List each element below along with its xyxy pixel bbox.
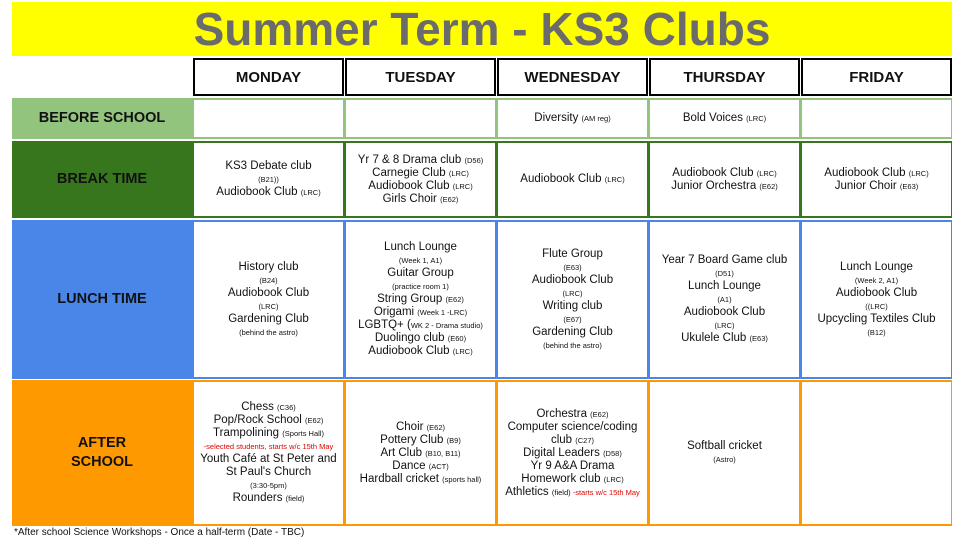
club-entry	[563, 313, 581, 326]
club-entry	[865, 300, 888, 313]
club-entry	[241, 401, 296, 414]
lunch-time-wednesday-cell	[498, 222, 647, 377]
club-entry	[523, 447, 622, 460]
club-entry	[501, 421, 644, 447]
club-name: Audiobook Club	[683, 306, 766, 318]
club-entry	[228, 313, 309, 326]
club-detail: (LRC)	[452, 347, 473, 356]
club-detail: (E62)	[445, 295, 464, 304]
before-school-monday-cell	[194, 100, 343, 137]
club-detail: (C36)	[277, 403, 296, 412]
club-name: Writing club	[542, 299, 603, 312]
club-entry	[840, 261, 913, 274]
club-detail: (LRC)	[452, 181, 473, 191]
day-header-friday: FRIDAY	[801, 58, 952, 96]
club-entry	[392, 460, 448, 473]
club-name: Art Club	[380, 446, 426, 459]
club-name: Trampolining	[213, 427, 283, 439]
break-time-wednesday-cell	[498, 143, 647, 216]
day-header-wednesday: WEDNESDAY	[497, 58, 648, 96]
club-detail: WK 2 - Drama studio)	[410, 321, 483, 330]
club-detail: (LRC)	[746, 114, 767, 123]
club-name: Dance	[392, 459, 429, 472]
club-name: Orchestra	[536, 407, 591, 420]
club-entry	[505, 486, 640, 499]
club-entry	[228, 287, 309, 300]
after-school-tuesday-cell	[346, 382, 495, 524]
club-name: Audiobook Club	[520, 173, 605, 185]
club-detail: (LRC)	[300, 188, 321, 197]
before-school-friday-cell	[802, 100, 951, 137]
club-detail: (Week 1, A1)	[398, 256, 443, 265]
club-detail: (Week 1 -LRC)	[417, 308, 468, 317]
after-school-thursday-cell	[650, 382, 799, 524]
club-entry	[563, 261, 581, 274]
lunch-time-label: LUNCH TIME	[57, 291, 147, 307]
club-name: Origami	[373, 306, 418, 318]
club-name: Youth Café at St Peter and St Paul's Church	[200, 453, 337, 478]
club-entry	[835, 180, 919, 193]
club-name: String Group	[377, 293, 446, 305]
club-entry	[531, 460, 615, 473]
club-entry	[358, 154, 484, 167]
club-entry	[387, 267, 453, 280]
club-entry	[259, 300, 279, 313]
club-detail: (E62)	[759, 181, 778, 191]
club-entry	[543, 339, 602, 352]
club-name: Yr 7 & 8 Drama club	[357, 153, 465, 166]
club-detail: (LRC)	[258, 301, 279, 311]
club-name: Hardball cricket	[359, 472, 443, 485]
club-name: Athletics	[505, 485, 552, 498]
club-entry	[532, 274, 613, 287]
club-entry	[672, 167, 776, 180]
club-detail: (Week 2, A1)	[854, 275, 899, 285]
club-name: Audiobook Club	[368, 179, 453, 192]
club-entry	[375, 332, 466, 345]
club-entry	[214, 414, 324, 427]
club-name: Upcycling Textiles Club	[817, 312, 936, 325]
after-school-friday-cell	[802, 382, 951, 524]
club-name: Junior Orchestra	[671, 179, 760, 192]
club-entry	[715, 267, 734, 280]
club-detail: (LRC)	[604, 175, 625, 184]
break-time-thursday-cell	[650, 143, 799, 216]
club-name: Girls Choir	[382, 192, 441, 205]
club-name: Guitar Group	[387, 267, 454, 279]
club-detail: (D58)	[603, 448, 622, 458]
club-name: Ukulele Club	[681, 332, 750, 344]
day-header-tuesday: TUESDAY	[345, 58, 496, 96]
club-entry	[233, 492, 305, 505]
club-entry	[563, 287, 583, 300]
club-name: Bold Voices	[682, 112, 747, 124]
day-header-monday: MONDAY	[193, 58, 344, 96]
club-detail: (field)	[551, 487, 573, 497]
club-entry	[684, 306, 765, 319]
club-name: KS3 Debate club	[225, 160, 312, 172]
club-entry	[197, 453, 340, 479]
lunch-time-friday-cell	[802, 222, 951, 377]
club-detail: (E62)	[305, 416, 324, 425]
club-entry	[681, 332, 768, 345]
club-entry	[383, 193, 459, 206]
before-school-tuesday-cell	[346, 100, 495, 137]
club-detail: (LRC)	[562, 288, 583, 298]
club-detail: (B12)	[867, 327, 886, 337]
club-entry	[521, 473, 623, 486]
club-detail: (D51)	[715, 269, 734, 278]
club-entry	[216, 186, 320, 199]
club-name: Digital Leaders	[523, 446, 604, 459]
club-detail: (3:30-5pm)	[250, 481, 287, 490]
day-header-thursday: THURSDAY	[649, 58, 800, 96]
club-detail: -starts w/c 15th May	[572, 487, 640, 497]
club-entry	[380, 434, 461, 447]
club-entry	[683, 112, 766, 125]
club-detail: (Astro)	[713, 455, 736, 464]
club-entry	[238, 261, 298, 274]
club-entry	[532, 326, 613, 339]
club-detail: (ACT)	[428, 461, 449, 471]
club-name: Choir	[395, 420, 427, 433]
club-detail: (A1)	[717, 295, 732, 304]
club-name: Pottery Club	[380, 433, 447, 446]
club-name: Softball cricket	[687, 440, 762, 452]
club-name: Junior Choir	[834, 179, 900, 192]
club-entry	[671, 180, 778, 193]
page-title: Summer Term - KS3 Clubs	[12, 2, 952, 56]
break-time-friday-cell	[802, 143, 951, 216]
club-entry	[396, 421, 445, 434]
club-name: Lunch Lounge	[840, 260, 913, 273]
club-entry	[380, 447, 460, 460]
club-detail: (LRC)	[448, 168, 469, 178]
club-entry	[372, 167, 469, 180]
club-name: Audiobook Club	[835, 286, 918, 299]
club-entry	[259, 274, 277, 287]
club-detail: (D56)	[464, 155, 484, 165]
club-entry	[368, 180, 472, 193]
club-entry	[536, 408, 608, 421]
after-school-monday-cell	[194, 382, 343, 524]
club-name: Pop/Rock School	[213, 414, 306, 426]
club-name: Audiobook Club	[531, 273, 614, 286]
footnote: *After school Science Workshops - Once a half-term (Date - TBC)	[14, 527, 305, 538]
club-entry	[399, 254, 442, 267]
club-detail: (field)	[285, 494, 305, 503]
club-entry	[855, 274, 898, 287]
club-entry	[358, 319, 483, 332]
club-detail: (B10, B11)	[425, 448, 461, 458]
club-detail: -selected students, starts w/c 15th May	[203, 442, 334, 451]
club-name: Homework club	[521, 472, 604, 485]
club-entry	[258, 173, 279, 186]
club-detail: (E62)	[590, 409, 609, 419]
lunch-time-tuesday-cell	[346, 222, 495, 377]
club-name: Flute Group	[542, 247, 603, 260]
before-school-wednesday-cell	[498, 100, 647, 137]
club-entry	[250, 479, 287, 492]
club-name: Rounders	[232, 492, 286, 504]
club-name: Gardening Club	[228, 312, 309, 325]
club-detail: (AM reg)	[581, 114, 611, 123]
club-detail: (practice room 1)	[392, 282, 449, 291]
club-name: Computer science/coding club	[507, 420, 638, 446]
club-entry	[360, 473, 482, 486]
club-name: Audiobook Club	[227, 286, 310, 299]
before-school-thursday-cell	[650, 100, 799, 137]
club-detail: (LRC)	[603, 474, 624, 484]
club-entry	[836, 287, 917, 300]
club-entry	[225, 160, 311, 173]
break-time-tuesday-cell	[346, 143, 495, 216]
club-entry	[715, 319, 735, 332]
club-name: Duolingo club	[374, 332, 448, 344]
club-entry	[213, 427, 324, 440]
club-name: Audiobook Club	[672, 166, 757, 179]
club-entry	[374, 306, 467, 319]
club-detail: ((LRC)	[865, 301, 888, 311]
club-name: Carnegie Club	[372, 166, 449, 179]
club-name: Lunch Lounge	[384, 241, 457, 253]
club-entry	[520, 173, 624, 186]
club-detail: (E63)	[563, 262, 582, 272]
club-detail: (behind the astro)	[239, 327, 298, 337]
club-detail: (sports hall)	[442, 474, 482, 484]
club-detail: (LRC)	[756, 168, 777, 178]
club-detail: (E60)	[447, 334, 467, 343]
club-name: Audiobook Club	[368, 345, 453, 357]
club-name: History club	[238, 260, 299, 273]
club-entry	[824, 167, 928, 180]
club-name: Year 7 Board Game club	[661, 254, 788, 266]
lunch-time-thursday-cell	[650, 222, 799, 377]
break-time-label: BREAK TIME	[56, 171, 148, 187]
club-detail: (C27)	[575, 435, 595, 445]
club-name: Gardening Club	[532, 325, 613, 338]
club-detail: (B24)	[259, 275, 278, 285]
club-entry	[713, 453, 736, 466]
club-entry	[239, 326, 298, 339]
club-name: Chess	[241, 401, 278, 413]
club-entry	[204, 440, 334, 453]
club-name: Audiobook Club	[216, 186, 301, 198]
club-entry	[687, 440, 762, 453]
club-detail: (E63)	[749, 334, 768, 343]
club-detail: (LRC)	[714, 321, 735, 330]
club-name: Lunch Lounge	[688, 280, 761, 292]
club-entry	[867, 326, 885, 339]
club-entry	[392, 280, 449, 293]
club-detail: (E67)	[563, 314, 582, 324]
lunch-time-monday-cell	[194, 222, 343, 377]
club-detail: (behind the astro)	[543, 340, 602, 350]
club-detail: (E62)	[426, 422, 446, 432]
club-name: Audiobook Club	[824, 166, 909, 179]
club-entry	[384, 241, 457, 254]
club-entry	[543, 300, 603, 313]
before-school-label: BEFORE SCHOOL	[38, 110, 166, 126]
club-entry	[717, 293, 731, 306]
club-entry	[368, 345, 472, 358]
after-school-wednesday-cell	[498, 382, 647, 524]
club-detail: (E63)	[899, 181, 919, 191]
club-entry	[817, 313, 935, 326]
club-detail: (E62)	[440, 194, 459, 204]
club-detail: (B9)	[446, 435, 461, 445]
club-detail: (B21))	[258, 175, 279, 184]
club-detail: (Sports Hall)	[282, 429, 324, 438]
club-name: Yr 9 A&A Drama	[530, 459, 615, 472]
club-name: Diversity	[534, 112, 582, 124]
club-detail: (LRC)	[908, 168, 929, 178]
after-school-label: AFTER SCHOOL	[70, 435, 134, 470]
club-entry	[377, 293, 464, 306]
club-entry	[688, 280, 761, 293]
club-entry	[542, 248, 603, 261]
club-entry	[662, 254, 788, 267]
club-name: LGBTQ+ (	[358, 319, 411, 331]
club-entry	[534, 112, 610, 125]
break-time-monday-cell	[194, 143, 343, 216]
